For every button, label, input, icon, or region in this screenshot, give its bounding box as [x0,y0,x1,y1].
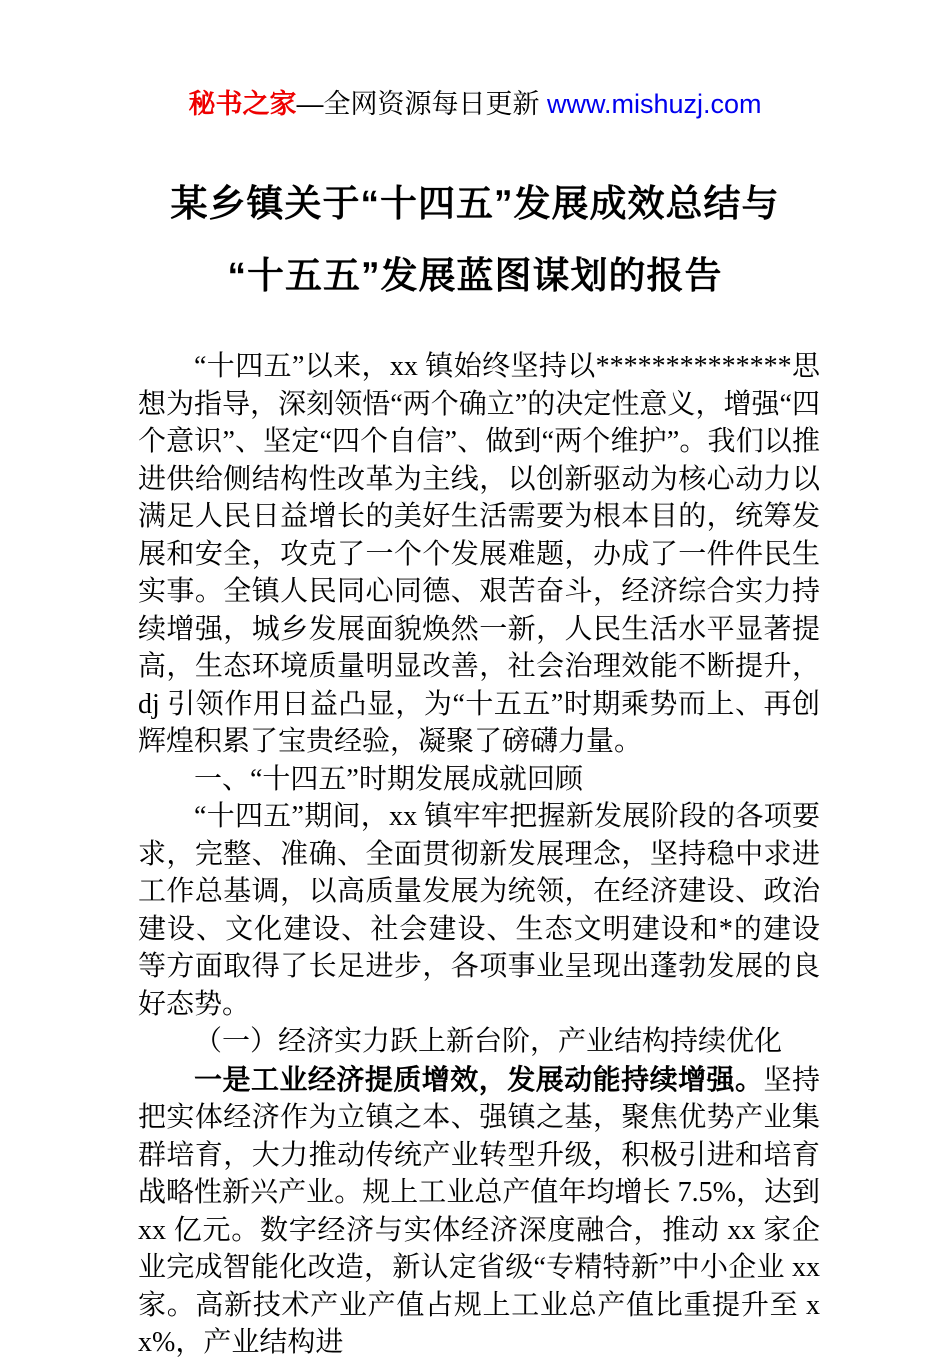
document-title-line-1: 某乡镇关于“十四五”发展成效总结与 [170,183,780,225]
section-1-heading: 一、“十四五”时期发展成就回顾 [194,763,583,795]
site-header [0,0,950,120]
document-title [90,168,860,312]
document-body [138,348,820,1362]
subsection-1-heading: （一）经济实力跃上新台阶，产业结构持续优化 [194,1026,783,1058]
site-url-link[interactable]: www.mishuzj.com [546,89,762,119]
subsection-1-paragraph [138,1061,820,1362]
document-title-line-2: “十五五”发展蓝图谋划的报告 [227,255,723,297]
site-brand: 秘书之家 [188,89,297,119]
intro-paragraph: “十四五”以来，xx 镇始终坚持以**************思想为指导，深刻领悟“两个确立”的决定性意义，增强“四个意识”、坚定“四个自信”、做到“两个维护”。我们以推进供给侧结构性改革为主线，以创新驱动为核心动力以满足人民日益增长的美好生活需要为根本目的，统筹发展和安全，攻克了一个个发展难题，办成了一件件民生实事。全镇人民同心同德、艰苦奋斗，经济综合实力持续增强，城乡发展面貌焕然一新，人民生活水平显著提高，生态环境质量明显改善，社会治理效能不断提升，dj 引领作用日益凸显，为“十五五”时期乘势而上、再创辉煌积累了宝贵经验，凝聚了磅礴力量。 [138,351,820,758]
site-tagline: —全网资源每日更新 [296,89,547,119]
section-1-paragraph: “十四五”期间，xx 镇牢牢把握新发展阶段的各项要求，完整、准确、全面贯彻新发展理念，坚持稳中求进工作总基调，以高质量发展为统领，在经济建设、政治建设、文化建设、社会建设、生态文明建设和*的建设等方面取得了长足进步，各项事业呈现出蓬勃发展的良好态势。 [138,801,820,1020]
subsection-1-body-text: 坚持把实体经济作为立镇之本、强镇之基，聚焦优势产业集群培育，大力推动传统产业转型升级，积极引进和培育战略性新兴产业。规上工业总产值年均增长 7.5%，达到 xx 亿元。数字经济与实体经济深度融合，推动 xx 家企业完成智能化改造，新认定省级“专精特新”中小企业 xx 家。高新技术产业产值占规上工业总产值比重提升至 xx%，产业结构进 [138,1064,820,1359]
subsection-1-bold-lead: 一是工业经济提质增效，发展动能持续增强。 [194,1063,764,1095]
